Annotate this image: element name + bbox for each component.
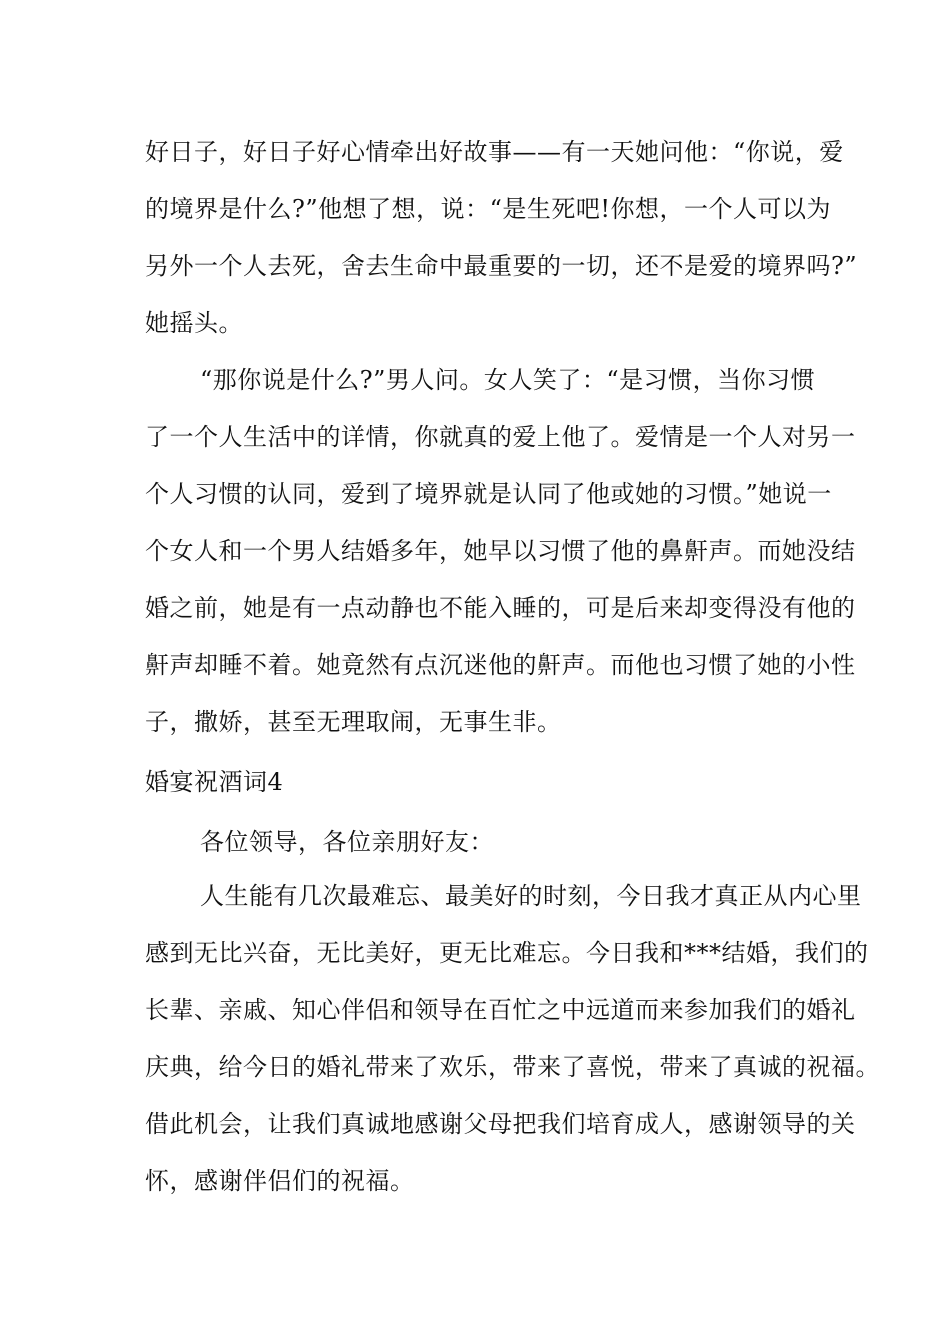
text-line: 个人习惯的认同，爱到了境界就是认同了他或她的习惯。”她说一 [145,480,832,508]
text-line: 怀，感谢伴侣们的祝福。 [145,1167,415,1195]
text-line: 了一个人生活中的详情，你就真的爱上他了。爱情是一个人对另一 [145,423,856,451]
text-line: 人生能有几次最难忘、最美好的时刻，今日我才真正从内心里 [200,882,862,910]
salutation: 各位领导，各位亲朋好友： [200,828,494,856]
text-line: 借此机会，让我们真诚地感谢父母把我们培育成人，感谢领导的关 [145,1110,856,1138]
text-line: 感到无比兴奋，无比美好，更无比难忘。今日我和***结婚，我们的 [145,939,869,967]
text-line: 的境界是什么?”他想了想，说：“是生死吧!你想，一个人可以为 [145,195,832,223]
text-line: 好日子，好日子好心情牵出好故事——有一天她问他：“你说，爱 [145,138,844,166]
text-line: 另外一个人去死，舍去生命中最重要的一切，还不是爱的境界吗?” [145,252,858,280]
section-heading: 婚宴祝酒词4 [145,768,284,796]
text-line: 子，撒娇，甚至无理取闹，无事生非。 [145,708,562,736]
text-line: “那你说是什么?”男人问。女人笑了：“是习惯，当你习惯 [200,366,816,394]
text-line: 婚之前，她是有一点动静也不能入睡的，可是后来却变得没有他的 [145,594,856,622]
text-line: 她摇头。 [145,309,243,337]
text-line: 个女人和一个男人结婚多年，她早以习惯了他的鼻鼾声。而她没结 [145,537,856,565]
text-line: 长辈、亲戚、知心伴侣和领导在百忙之中远道而来参加我们的婚礼 [145,996,856,1024]
text-line: 鼾声却睡不着。她竟然有点沉迷他的鼾声。而他也习惯了她的小性 [145,651,856,679]
text-line: 庆典，给今日的婚礼带来了欢乐，带来了喜悦，带来了真诚的祝福。 [145,1053,880,1081]
